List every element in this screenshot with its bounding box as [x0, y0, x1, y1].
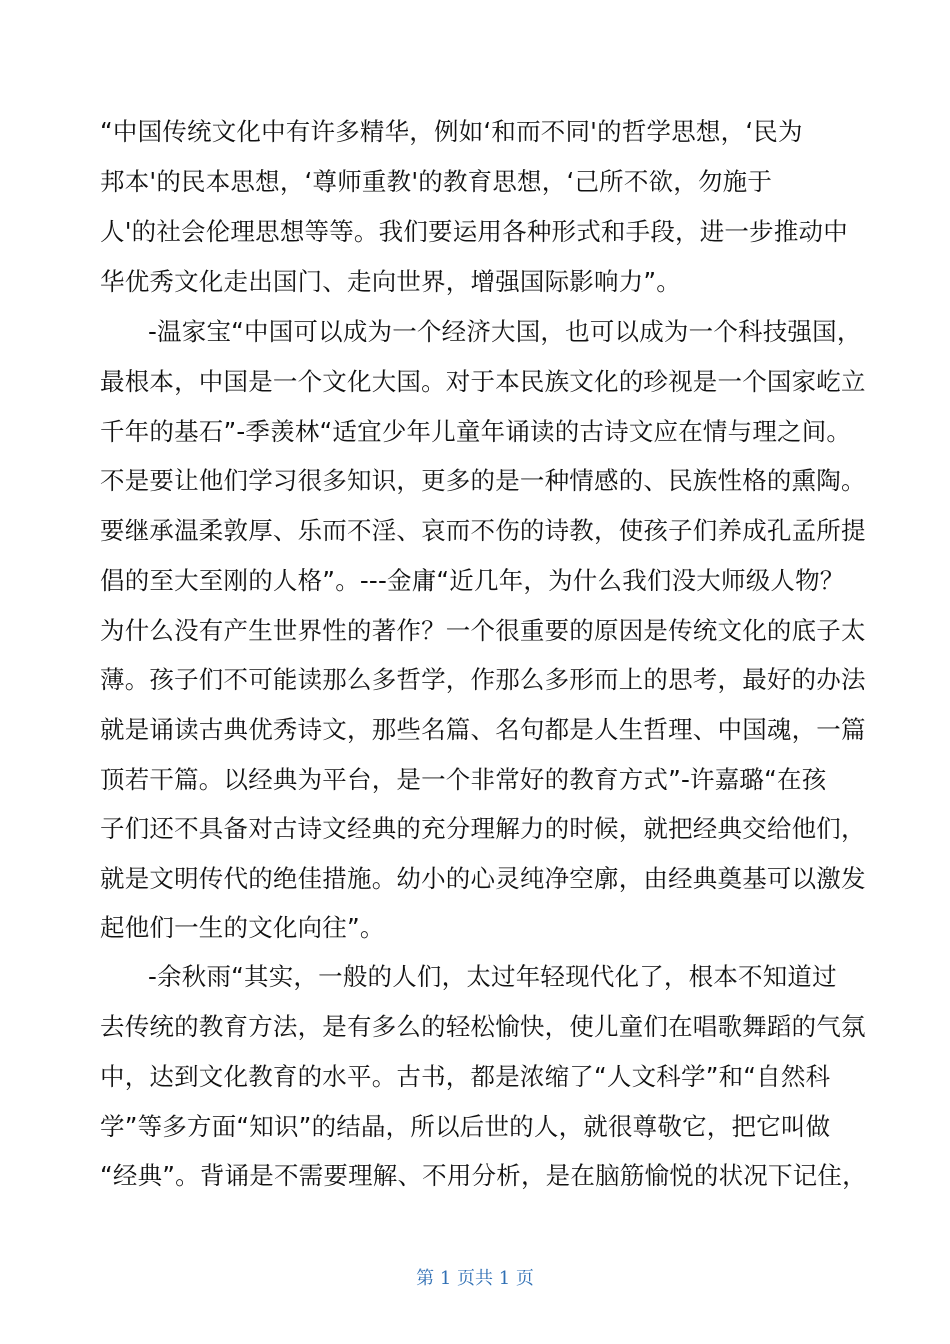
text-line: 千年的基石”-季羡林“适宜少年儿童年诵读的古诗文应在情与理之间。: [100, 417, 852, 446]
text-line: 起他们一生的文化向往”。: [100, 913, 385, 942]
text-line: 为什么没有产生世界性的著作？一个很重要的原因是传统文化的底子太: [100, 616, 866, 645]
text-line: 就是文明传代的绝佳措施。幼小的心灵纯净空廓，由经典奠基可以激发: [100, 864, 866, 893]
text-line: 去传统的教育方法，是有多么的轻松愉快，使儿童们在唱歌舞蹈的气氛: [100, 1012, 866, 1041]
text-line: “经典”。背诵是不需要理解、不用分析，是在脑筋愉悦的状况下记住，: [100, 1161, 867, 1190]
text-line: 最根本，中国是一个文化大国。对于本民族文化的珍视是一个国家屹立: [100, 367, 866, 396]
text-line: 人'的社会伦理思想等等。我们要运用各种形式和手段，进一步推动中: [100, 217, 848, 246]
text-line: 华优秀文化走出国门、走向世界，增强国际影响力”。: [100, 267, 681, 296]
text-line: 薄。孩子们不可能读那么多哲学，作那么多形而上的思考，最好的办法: [100, 665, 866, 694]
text-line: 邦本'的民本思想，‘尊师重教'的教育思想，‘己所不欲，勿施于: [100, 167, 773, 196]
text-line: 就是诵读古典优秀诗文，那些名篇、名句都是人生哲理、中国魂，一篇: [100, 715, 866, 744]
text-line: 顶若干篇。以经典为平台，是一个非常好的教育方式”-许嘉璐“在孩: [100, 765, 827, 794]
text-line: -温家宝“中国可以成为一个经济大国，也可以成为一个科技强国，: [148, 317, 862, 346]
text-line: 学”等多方面“知识”的结晶，所以后世的人，就很尊敬它，把它叫做: [100, 1112, 831, 1141]
text-line: 要继承温柔敦厚、乐而不淫、哀而不伤的诗教，使孩子们养成孔孟所提: [100, 516, 866, 545]
page-number-footer: 第 1 页共 1 页: [416, 1268, 534, 1289]
text-line: 倡的至大至刚的人格”。---金庸“近几年，为什么我们没大师级人物？: [100, 566, 845, 595]
text-line: 子们还不具备对古诗文经典的充分理解力的时候，就把经典交给他们，: [100, 814, 866, 843]
text-line: -余秋雨“其实，一般的人们，太过年轻现代化了，根本不知道过: [148, 962, 837, 991]
text-line: 不是要让他们学习很多知识，更多的是一种情感的、民族性格的熏陶。: [100, 466, 866, 495]
text-line: “中国传统文化中有许多精华，例如‘和而不同'的哲学思想，‘民为: [100, 117, 803, 146]
text-line: 中，达到文化教育的水平。古书，都是浓缩了“人文科学”和“自然科: [100, 1062, 831, 1091]
